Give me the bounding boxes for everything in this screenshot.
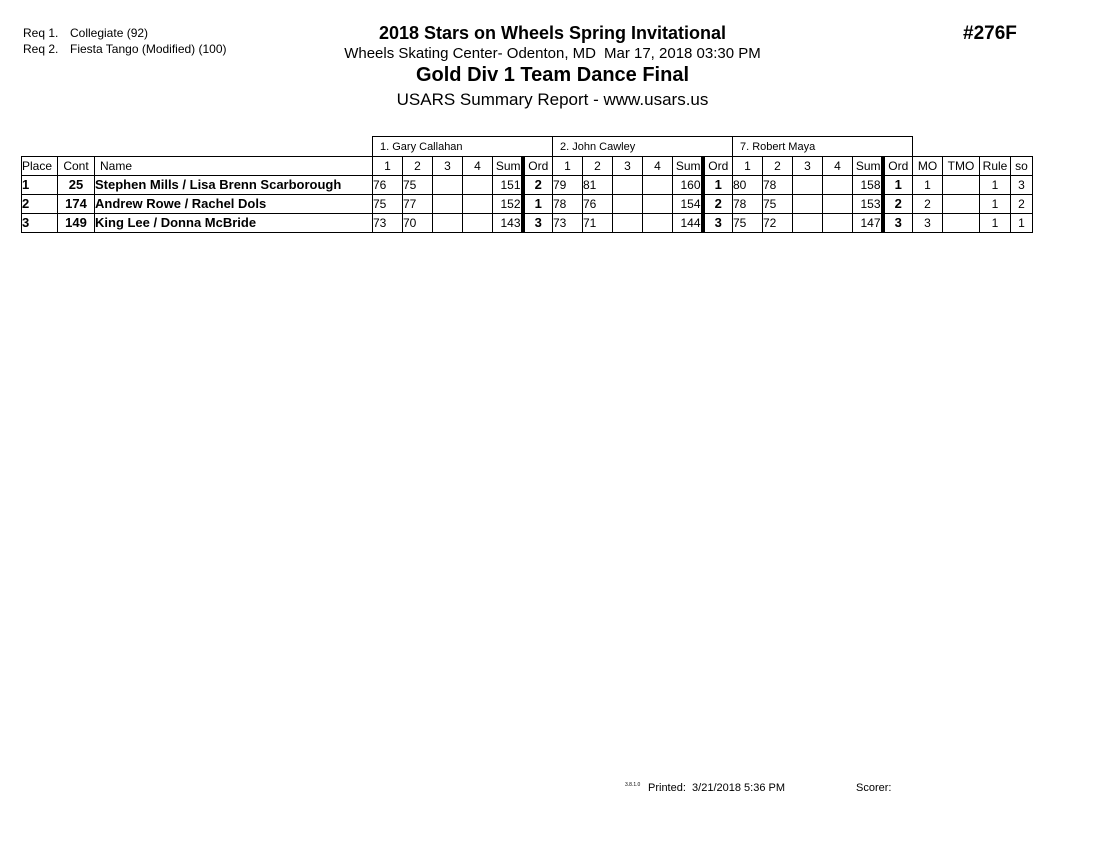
sum-cell: 144	[673, 214, 703, 233]
score-cell: 79	[553, 176, 583, 195]
sum-cell: 160	[673, 176, 703, 195]
place-cell: 1	[22, 176, 58, 195]
col-tmo: TMO	[943, 157, 980, 176]
place-cell: 2	[22, 195, 58, 214]
score-cell: 78	[763, 176, 793, 195]
ord-cell: 1	[703, 176, 733, 195]
col-rule: Rule	[980, 157, 1011, 176]
table-row	[22, 214, 1033, 233]
sum-cell: 153	[853, 195, 883, 214]
so-cell: 3	[1011, 176, 1033, 195]
score-cell: 73	[553, 214, 583, 233]
col-sum: Sum	[493, 157, 523, 176]
col-ord: Ord	[703, 157, 733, 176]
score-cell	[463, 176, 493, 195]
ord-cell: 3	[523, 214, 553, 233]
score-cell	[793, 176, 823, 195]
col-score-4: 4	[463, 157, 493, 176]
sum-cell: 158	[853, 176, 883, 195]
results-table	[21, 136, 1033, 233]
col-score-1: 1	[373, 157, 403, 176]
name-cell: Andrew Rowe / Rachel Dols	[95, 195, 373, 214]
col-ord: Ord	[523, 157, 553, 176]
sum-cell: 147	[853, 214, 883, 233]
score-cell: 80	[733, 176, 763, 195]
score-cell: 75	[403, 176, 433, 195]
ord-cell: 1	[883, 176, 913, 195]
col-score-2: 2	[583, 157, 613, 176]
score-cell: 76	[583, 195, 613, 214]
score-cell	[793, 214, 823, 233]
tmo-cell	[943, 214, 980, 233]
ord-cell: 1	[523, 195, 553, 214]
requirement-number: Req 2.	[23, 42, 59, 56]
col-score-3: 3	[433, 157, 463, 176]
mo-cell: 3	[913, 214, 943, 233]
score-cell: 75	[373, 195, 403, 214]
ord-cell: 2	[883, 195, 913, 214]
event-subtitle	[300, 45, 805, 62]
col-cont: Cont	[58, 157, 95, 176]
score-cell	[823, 176, 853, 195]
score-cell: 77	[403, 195, 433, 214]
requirement-text: Fiesta Tango (Modified) (100)	[70, 42, 227, 56]
requirement-1	[23, 25, 148, 41]
score-cell	[643, 195, 673, 214]
requirement-text: Collegiate (92)	[70, 26, 149, 40]
version-label: 3.8.1.0	[625, 782, 641, 788]
score-cell	[823, 214, 853, 233]
printed-value: 3/21/2018 5:36 PM	[692, 782, 786, 794]
col-score-1: 1	[733, 157, 763, 176]
score-cell: 78	[733, 195, 763, 214]
place-cell: 3	[22, 214, 58, 233]
score-cell	[823, 195, 853, 214]
mo-cell: 2	[913, 195, 943, 214]
score-cell: 78	[553, 195, 583, 214]
cont-cell: 149	[58, 214, 95, 233]
column-header-row	[22, 157, 1033, 176]
col-score-3: 3	[793, 157, 823, 176]
mo-cell: 1	[913, 176, 943, 195]
score-cell	[463, 195, 493, 214]
sum-cell: 143	[493, 214, 523, 233]
scorer-label: Scorer:	[856, 782, 892, 794]
col-score-3: 3	[613, 157, 643, 176]
col-place: Place	[22, 157, 58, 176]
score-cell: 72	[763, 214, 793, 233]
col-score-1: 1	[553, 157, 583, 176]
ord-cell: 2	[703, 195, 733, 214]
ord-cell: 2	[523, 176, 553, 195]
score-cell: 75	[733, 214, 763, 233]
judge-header-row	[22, 137, 1033, 157]
printed-timestamp	[648, 782, 785, 794]
score-cell	[793, 195, 823, 214]
event-title: 2018 Stars on Wheels Spring Invitational	[378, 23, 727, 43]
score-cell	[433, 195, 463, 214]
score-cell: 76	[373, 176, 403, 195]
score-cell: 73	[373, 214, 403, 233]
event-venue: Wheels Skating Center- Odenton, MD	[344, 45, 596, 62]
col-score-4: 4	[643, 157, 673, 176]
event-id: #276F	[963, 23, 1017, 44]
report-title: USARS Summary Report - www.usars.us	[396, 90, 709, 109]
col-so: so	[1011, 157, 1033, 176]
score-cell	[463, 214, 493, 233]
so-cell: 1	[1011, 214, 1033, 233]
score-cell	[613, 195, 643, 214]
so-cell: 2	[1011, 195, 1033, 214]
judge-2-name: 2. John Cawley	[553, 137, 733, 157]
col-sum: Sum	[673, 157, 703, 176]
score-cell: 75	[763, 195, 793, 214]
name-cell: Stephen Mills / Lisa Brenn Scarborough	[95, 176, 373, 195]
score-cell: 71	[583, 214, 613, 233]
col-score-4: 4	[823, 157, 853, 176]
table-row	[22, 195, 1033, 214]
rule-cell: 1	[980, 176, 1011, 195]
tmo-cell	[943, 176, 980, 195]
event-heading: Gold Div 1 Team Dance Final	[415, 64, 690, 86]
cont-cell: 25	[58, 176, 95, 195]
rule-cell: 1	[980, 214, 1011, 233]
score-cell	[613, 214, 643, 233]
score-cell	[643, 176, 673, 195]
col-score-2: 2	[403, 157, 433, 176]
printed-label: Printed:	[648, 782, 686, 794]
ord-cell: 3	[703, 214, 733, 233]
event-datetime: Mar 17, 2018 03:30 PM	[604, 45, 761, 62]
rule-cell: 1	[980, 195, 1011, 214]
score-cell	[643, 214, 673, 233]
col-score-2: 2	[763, 157, 793, 176]
requirement-number: Req 1.	[23, 26, 59, 40]
requirement-2	[23, 41, 227, 57]
score-cell	[613, 176, 643, 195]
judge-1-name: 1. Gary Callahan	[373, 137, 553, 157]
judge-3-name: 7. Robert Maya	[733, 137, 913, 157]
score-cell	[433, 214, 463, 233]
ord-cell: 3	[883, 214, 913, 233]
cont-cell: 174	[58, 195, 95, 214]
sum-cell: 152	[493, 195, 523, 214]
sum-cell: 154	[673, 195, 703, 214]
sum-cell: 151	[493, 176, 523, 195]
score-cell: 70	[403, 214, 433, 233]
col-sum: Sum	[853, 157, 883, 176]
tmo-cell	[943, 195, 980, 214]
table-row	[22, 176, 1033, 195]
col-name: Name	[95, 157, 373, 176]
col-ord: Ord	[883, 157, 913, 176]
name-cell: King Lee / Donna McBride	[95, 214, 373, 233]
col-mo: MO	[913, 157, 943, 176]
score-cell	[433, 176, 463, 195]
score-cell: 81	[583, 176, 613, 195]
